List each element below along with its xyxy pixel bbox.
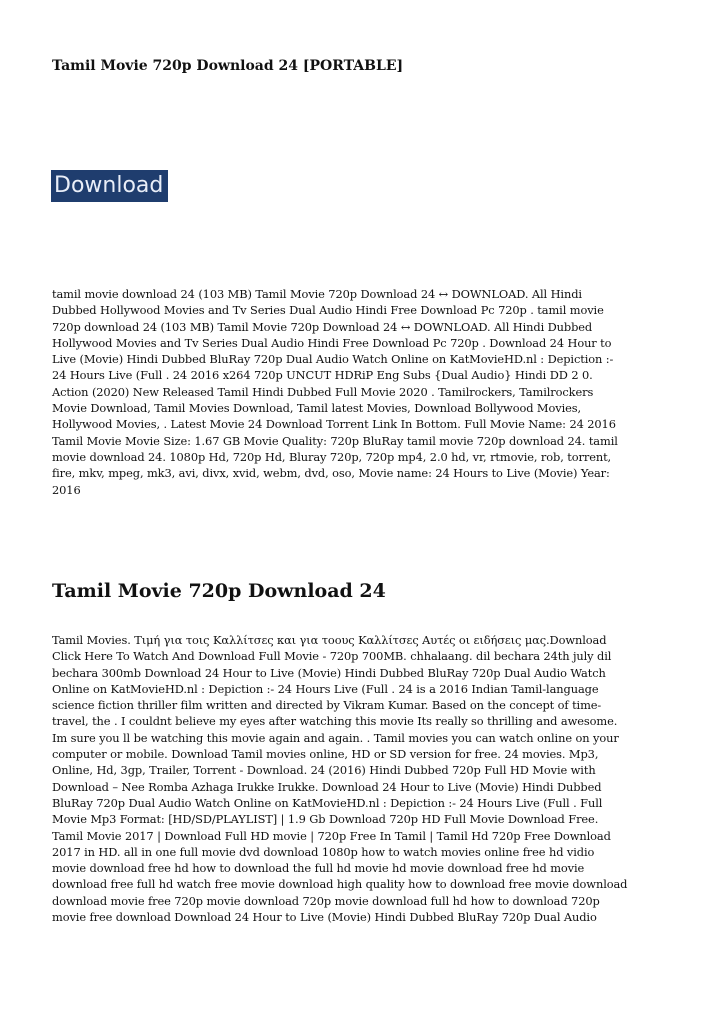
paragraph-line: fire, mkv, mpeg, mk3, avi, divx, xvid, webm, dvd, oso, Movie name: 24 Hours to Live (Movie) Year: bbox=[52, 466, 610, 481]
paragraph-line: Im sure you ll be watching this movie again and again. . Tamil movies you can watch online on your bbox=[52, 730, 619, 745]
paragraph-line: 2017 in HD. all in one full movie dvd download 1080p how to watch movies online free hd vidio bbox=[52, 844, 595, 859]
paragraph-line: 24 Hours Live (Full . 24 2016 x264 720p UNCUT HDRiP Eng Subs {Dual Audio} Hindi DD 2 0. bbox=[52, 368, 593, 383]
paragraph-line: movie free download Download 24 Hour to Live (Movie) Hindi Dubbed BluRay 720p Dual Audio bbox=[52, 910, 597, 925]
paragraph-line: travel, the . I couldnt believe my eyes after watching this movie Its really so thrilling and awesome. bbox=[52, 714, 618, 729]
paragraph-line: Click Here To Watch And Download Full Movie - 720p 700MB. chhalaang. dil bechara 24th july dil bbox=[52, 649, 612, 664]
paragraph-line: Download – Nee Romba Azhaga Irukke Irukke. Download 24 Hour to Live (Movie) Hindi Dubbed bbox=[52, 779, 602, 794]
paragraph-line: download free full hd watch free movie download high quality how to download free movie download bbox=[52, 877, 628, 892]
intro-paragraph bbox=[52, 286, 672, 498]
paragraph-line: Action (2020) New Released Tamil Hindi Dubbed Full Movie 2020 . Tamilrockers, Tamilrockers bbox=[52, 384, 594, 399]
download-button[interactable]: Download bbox=[51, 170, 168, 202]
paragraph-line: science fiction thriller film written and directed by Vikram Kumar. Based on the concept of time- bbox=[52, 698, 602, 713]
paragraph-line: Movie Download, Tamil Movies Download, Tamil latest Movies, Download Bollywood Movies, bbox=[52, 401, 582, 416]
paragraph-line: Dubbed Hollywood Movies and Tv Series Dual Audio Hindi Free Download Pc 720p . tamil movie bbox=[52, 303, 604, 318]
paragraph-line: computer or mobile. Download Tamil movies online, HD or SD version for free. 24 movies. Mp3, bbox=[52, 747, 599, 762]
paragraph-line: Online, Hd, 3gp, Trailer, Torrent - Download. 24 (2016) Hindi Dubbed 720p Full HD Movie with bbox=[52, 763, 596, 778]
page-title: Tamil Movie 720p Download 24 [PORTABLE] bbox=[52, 58, 404, 74]
paragraph-line: Movie Mp3 Format: [HD/SD/PLAYLIST] | 1.9 Gb Download 720p HD Full Movie Download Free. bbox=[52, 812, 599, 827]
paragraph-line: Tamil Movie 2017 | Download Full HD movie | 720p Free In Tamil | Tamil Hd 720p Free Download bbox=[52, 828, 611, 843]
paragraph-line: tamil movie download 24 (103 MB) Tamil Movie 720p Download 24 ↔ DOWNLOAD. All Hindi bbox=[52, 287, 582, 301]
paragraph-line: Online on KatMovieHD.nl : Depiction :- 24 Hours Live (Full . 24 is a 2016 Indian Tamil-language bbox=[52, 681, 599, 696]
paragraph-line: 2016 bbox=[52, 482, 81, 497]
paragraph-line: Tamil Movies. Τιμή για τοις Καλλίτσες και για τοους Καλλίτσες Αυτές οι ειδήσεις μας.Download bbox=[52, 633, 607, 647]
paragraph-line: 720p download 24 (103 MB) Tamil Movie 720p Download 24 ↔ DOWNLOAD. All Hindi Dubbed bbox=[52, 319, 593, 334]
paragraph-line: movie download 24. 1080p Hd, 720p Hd, Bluray 720p, 720p mp4, 2.0 hd, vr, rtmovie, rob, torrent, bbox=[52, 449, 612, 464]
paragraph-line: Hollywood Movies, . Latest Movie 24 Download Torrent Link In Bottom. Full Movie Name: 24 2016 bbox=[52, 417, 616, 432]
paragraph-line: bechara 300mb Download 24 Hour to Live (Movie) Hindi Dubbed BluRay 720p Dual Audio Watch bbox=[52, 665, 606, 680]
section-heading: Tamil Movie 720p Download 24 bbox=[52, 580, 386, 602]
paragraph-line: movie download free hd how to download the full hd movie hd movie download free hd movie bbox=[52, 861, 585, 876]
paragraph-line: Live (Movie) Hindi Dubbed BluRay 720p Dual Audio Watch Online on KatMovieHD.nl : Depiction :- bbox=[52, 352, 614, 367]
body-paragraph bbox=[52, 632, 677, 925]
paragraph-line: BluRay 720p Dual Audio Watch Online on KatMovieHD.nl : Depiction :- 24 Hours Live (Full . Full bbox=[52, 795, 603, 810]
paragraph-line: Tamil Movie Movie Size: 1.67 GB Movie Quality: 720p BluRay tamil movie 720p download 24. tamil bbox=[52, 433, 618, 448]
paragraph-line: Hollywood Movies and Tv Series Dual Audio Hindi Free Download Pc 720p . Download 24 Hour to bbox=[52, 335, 612, 350]
paragraph-line: download movie free 720p movie download 720p movie download full hd how to download 720p bbox=[52, 893, 600, 908]
